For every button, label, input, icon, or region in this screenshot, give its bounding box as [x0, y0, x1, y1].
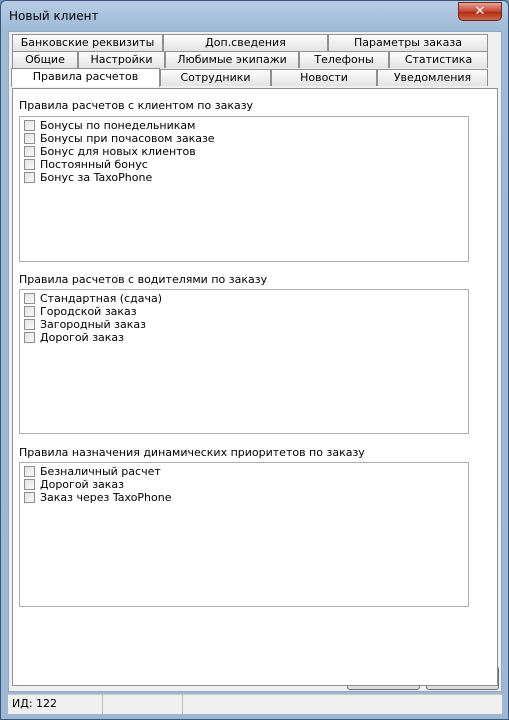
driver-rules-list[interactable] [19, 289, 469, 434]
status-cell-empty [183, 695, 498, 714]
tab-phones[interactable]: Телефоны [299, 51, 389, 68]
checkbox[interactable] [24, 332, 35, 343]
status-cell-empty [103, 695, 183, 714]
priority-rules-label: Правила назначения динамических приоритетов по заказу [19, 446, 365, 459]
title-bar[interactable] [1, 1, 508, 31]
tab-payment-rules[interactable]: Правила расчетов [11, 68, 160, 87]
status-id: ИД: 122 [8, 695, 103, 714]
list-item[interactable]: Дорогой заказ [24, 331, 468, 344]
tab-employees[interactable]: Сотрудники [160, 69, 271, 86]
list-item[interactable]: Бонусы по понедельникам [24, 119, 468, 132]
tab-favorite-crews[interactable]: Любимые экипажи [165, 51, 299, 68]
list-item[interactable]: Заказ через TaxoPhone [24, 491, 468, 504]
checkbox[interactable] [24, 306, 35, 317]
checkbox[interactable] [24, 133, 35, 144]
tab-order-params[interactable]: Параметры заказа [328, 34, 488, 51]
driver-rules-label: Правила расчетов с водителями по заказу [19, 273, 268, 286]
checkbox[interactable] [24, 120, 35, 131]
status-bar [8, 694, 502, 714]
client-area [8, 31, 502, 692]
list-item[interactable]: Бонусы при почасовом заказе [24, 132, 468, 145]
tab-page-payment-rules [12, 88, 498, 686]
client-rules-list[interactable] [19, 116, 469, 262]
checkbox[interactable] [24, 159, 35, 170]
list-item[interactable]: Дорогой заказ [24, 478, 468, 491]
list-item[interactable]: Бонус для новых клиентов [24, 145, 468, 158]
list-item[interactable]: Городской заказ [24, 305, 468, 318]
checkbox[interactable] [24, 293, 35, 304]
client-rules-label: Правила расчетов с клиентом по заказу [19, 99, 254, 112]
list-item[interactable]: Безналичный расчет [24, 465, 468, 478]
tab-bank-details[interactable]: Банковские реквизиты [12, 34, 163, 51]
tab-settings[interactable]: Настройки [78, 51, 165, 68]
list-item[interactable]: Постоянный бонус [24, 158, 468, 171]
checkbox[interactable] [24, 319, 35, 330]
checkbox[interactable] [24, 479, 35, 490]
close-button[interactable] [458, 2, 502, 21]
tab-general[interactable]: Общие [12, 51, 78, 68]
checkbox[interactable] [24, 146, 35, 157]
list-item[interactable]: Стандартная (сдача) [24, 292, 468, 305]
list-item[interactable]: Загородный заказ [24, 318, 468, 331]
checkbox[interactable] [24, 172, 35, 183]
tab-additional-info[interactable]: Доп.сведения [163, 34, 328, 51]
checkbox[interactable] [24, 492, 35, 503]
priority-rules-list[interactable] [19, 462, 469, 607]
tab-statistics[interactable]: Статистика [389, 51, 488, 68]
checkbox[interactable] [24, 466, 35, 477]
close-icon: ✕ [474, 4, 486, 19]
window-title: Новый клиент [9, 9, 99, 23]
tab-news[interactable]: Новости [271, 69, 377, 86]
tab-notifications[interactable]: Уведомления [377, 69, 488, 86]
list-item[interactable]: Бонус за TaxoPhone [24, 171, 468, 184]
